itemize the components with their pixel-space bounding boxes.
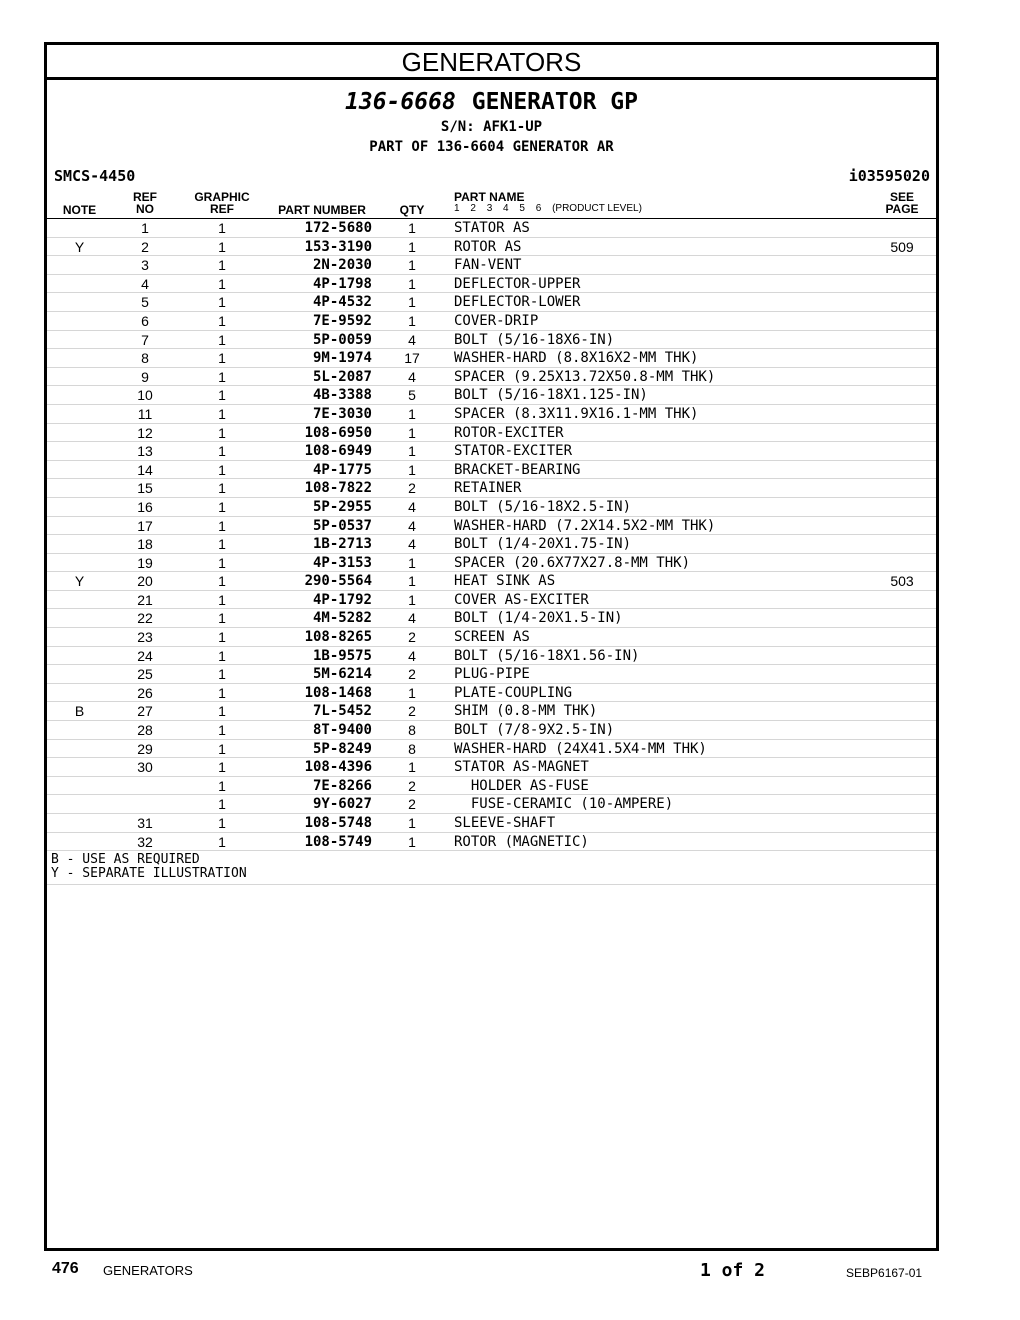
group-title xyxy=(47,89,936,115)
row-ref-no: 24 xyxy=(137,647,153,664)
row-ref-no: 11 xyxy=(137,405,153,422)
header-part-name: PART NAME xyxy=(454,190,525,204)
row-qty: 1 xyxy=(408,257,416,274)
row-graphic-ref: 1 xyxy=(218,536,226,553)
row-ref-no: 30 xyxy=(137,759,153,776)
row-ref-no: 18 xyxy=(137,536,153,553)
table-row xyxy=(47,349,936,368)
row-qty: 2 xyxy=(408,629,416,646)
row-graphic-ref: 1 xyxy=(218,740,226,757)
row-qty: 17 xyxy=(404,350,420,367)
row-ref-no: 29 xyxy=(137,740,153,757)
row-qty: 2 xyxy=(408,703,416,720)
row-qty: 1 xyxy=(408,275,416,292)
row-graphic-ref: 1 xyxy=(218,554,226,571)
row-qty: 1 xyxy=(408,443,416,460)
row-graphic-ref: 1 xyxy=(218,684,226,701)
row-part-number: 4P-4532 xyxy=(312,294,372,311)
row-part-name: SCREEN AS xyxy=(454,629,530,646)
row-graphic-ref: 1 xyxy=(218,257,226,274)
product-level-label: (PRODUCT LEVEL) xyxy=(552,203,642,214)
row-ref-no: 5 xyxy=(141,294,149,311)
table-row xyxy=(47,795,936,814)
row-ref-no: 3 xyxy=(141,257,149,274)
row-qty: 4 xyxy=(408,647,416,664)
table-row xyxy=(47,684,936,703)
row-part-number: 4P-1792 xyxy=(312,591,372,608)
part-of: PART OF 136-6604 GENERATOR AR xyxy=(369,139,614,155)
row-graphic-ref: 1 xyxy=(218,424,226,441)
row-part-name: BOLT (7/8-9X2.5-IN) xyxy=(454,722,615,739)
row-part-name: COVER AS-EXCITER xyxy=(454,591,589,608)
level-1: 1 xyxy=(454,203,460,214)
row-qty: 1 xyxy=(408,405,416,422)
row-part-name: BRACKET-BEARING xyxy=(454,461,581,478)
row-part-number: 5P-0537 xyxy=(312,517,372,534)
row-qty: 1 xyxy=(408,294,416,311)
row-qty: 2 xyxy=(408,777,416,794)
header-qty: QTY xyxy=(399,203,425,217)
row-graphic-ref: 1 xyxy=(218,647,226,664)
row-ref-no: 23 xyxy=(137,629,153,646)
table-row xyxy=(47,554,936,573)
row-ref-no: 27 xyxy=(137,703,153,720)
table-row xyxy=(47,386,936,405)
row-ref-no: 32 xyxy=(137,833,153,850)
table-row xyxy=(47,312,936,331)
table-row xyxy=(47,647,936,666)
row-qty: 4 xyxy=(408,536,416,553)
table-row xyxy=(47,424,936,443)
row-ref-no: 10 xyxy=(137,387,153,404)
row-qty: 4 xyxy=(408,610,416,627)
row-qty: 1 xyxy=(408,833,416,850)
header-part-number: PART NUMBER xyxy=(278,203,366,217)
header-see-line1: SEE xyxy=(889,190,914,204)
row-part-name: BOLT (5/16-18X1.56-IN) xyxy=(454,647,640,664)
row-part-name: DEFLECTOR-UPPER xyxy=(454,275,581,292)
table-row xyxy=(47,740,936,759)
illustration-id: i03595020 xyxy=(848,167,930,185)
row-part-name: FAN-VENT xyxy=(454,257,522,274)
table-row xyxy=(47,814,936,833)
row-part-number: 4B-3388 xyxy=(312,387,372,404)
row-graphic-ref: 1 xyxy=(218,387,226,404)
row-graphic-ref: 1 xyxy=(218,350,226,367)
table-row xyxy=(47,219,936,238)
row-qty: 2 xyxy=(408,666,416,683)
row-ref-no: 4 xyxy=(141,275,149,292)
row-graphic-ref: 1 xyxy=(218,610,226,627)
header-ref-line1: REF xyxy=(133,190,157,204)
row-ref-no: 25 xyxy=(137,666,153,683)
row-ref-no: 8 xyxy=(141,350,149,367)
level-5: 5 xyxy=(519,203,525,214)
group-part-number: 136-6668 xyxy=(345,89,456,115)
row-part-number: 9Y-6027 xyxy=(312,796,372,813)
row-part-number: 4P-1775 xyxy=(312,461,372,478)
table-row xyxy=(47,591,936,610)
row-part-name: STATOR AS-MAGNET xyxy=(454,759,589,776)
row-part-name: COVER-DRIP xyxy=(454,312,539,329)
table-row xyxy=(47,368,936,387)
row-qty: 1 xyxy=(408,238,416,255)
row-part-name: STATOR AS xyxy=(454,220,530,236)
row-qty: 2 xyxy=(408,480,416,497)
row-qty: 1 xyxy=(408,815,416,831)
footer-doc-id: SEBP6167-01 xyxy=(846,1266,923,1280)
table-row xyxy=(47,238,936,257)
row-ref-no: 1 xyxy=(141,220,149,236)
row-qty: 8 xyxy=(408,740,416,757)
table-row xyxy=(47,833,936,852)
level-6: 6 xyxy=(535,203,542,214)
row-graphic-ref: 1 xyxy=(218,777,226,794)
row-ref-no: 31 xyxy=(137,815,153,831)
row-part-name: PLUG-PIPE xyxy=(454,666,530,683)
row-graphic-ref: 1 xyxy=(218,815,226,831)
row-ref-no: 19 xyxy=(137,554,153,571)
row-qty: 4 xyxy=(408,331,416,348)
row-graphic-ref: 1 xyxy=(218,629,226,646)
header-see-page xyxy=(877,191,927,215)
table-row xyxy=(47,293,936,312)
row-part-number: 1B-9575 xyxy=(312,647,372,664)
row-part-number: 5L-2087 xyxy=(312,368,372,385)
row-part-number: 4P-3153 xyxy=(312,554,372,571)
row-ref-no: 2 xyxy=(141,238,149,255)
smcs-code: SMCS-4450 xyxy=(54,167,136,185)
row-part-name: WASHER-HARD (7.2X14.5X2-MM THK) xyxy=(454,517,716,534)
level-4: 4 xyxy=(503,203,509,214)
row-part-number: 108-4396 xyxy=(304,759,372,776)
row-part-number: 7E-9592 xyxy=(312,312,372,329)
group-name: GENERATOR GP xyxy=(471,89,638,115)
row-part-number: 7L-5452 xyxy=(312,703,372,720)
table-row xyxy=(47,498,936,517)
row-graphic-ref: 1 xyxy=(218,591,226,608)
header-graphic-line1: GRAPHIC xyxy=(194,190,250,204)
row-qty: 1 xyxy=(408,220,416,236)
row-qty: 1 xyxy=(408,684,416,701)
row-ref-no: 13 xyxy=(137,443,153,460)
row-qty: 5 xyxy=(408,387,416,404)
table-row xyxy=(47,461,936,480)
table-row xyxy=(47,628,936,647)
row-part-number: 172-5680 xyxy=(304,220,372,236)
row-part-number: 5P-2955 xyxy=(312,498,372,515)
row-qty: 1 xyxy=(408,312,416,329)
note-y: Y - SEPARATE ILLUSTRATION xyxy=(51,866,247,882)
row-ref-no: 22 xyxy=(137,610,153,627)
row-part-number: 5M-6214 xyxy=(312,666,372,683)
row-part-number: 153-3190 xyxy=(304,238,372,255)
row-qty: 1 xyxy=(408,759,416,776)
row-ref-no: 20 xyxy=(137,573,153,590)
row-part-number: 290-5564 xyxy=(304,573,372,590)
row-graphic-ref: 1 xyxy=(218,275,226,292)
row-graphic-ref: 1 xyxy=(218,312,226,329)
header-ref-no xyxy=(125,191,165,215)
row-qty: 1 xyxy=(408,461,416,478)
row-part-name: BOLT (5/16-18X1.125-IN) xyxy=(454,387,648,404)
row-graphic-ref: 1 xyxy=(218,220,226,236)
row-qty: 4 xyxy=(408,368,416,385)
row-ref-no: 15 xyxy=(137,480,153,497)
row-part-number: 9M-1974 xyxy=(312,350,372,367)
row-ref-no: 6 xyxy=(141,312,149,329)
table-row xyxy=(47,517,936,536)
row-part-name: SPACER (20.6X77X27.8-MM THK) xyxy=(454,554,691,571)
row-qty: 1 xyxy=(408,424,416,441)
row-ref-no: 7 xyxy=(141,331,149,348)
row-part-number: 108-6949 xyxy=(304,443,372,460)
row-graphic-ref: 1 xyxy=(218,759,226,776)
row-graphic-ref: 1 xyxy=(218,573,226,590)
row-part-name: ROTOR-EXCITER xyxy=(454,424,564,441)
row-note: Y xyxy=(74,573,85,590)
row-ref-no: 9 xyxy=(141,368,149,385)
row-part-number: 108-5749 xyxy=(304,833,372,850)
header-see-line2: PAGE xyxy=(885,202,919,216)
row-graphic-ref: 1 xyxy=(218,443,226,460)
table-row xyxy=(47,572,936,591)
row-graphic-ref: 1 xyxy=(218,368,226,385)
product-levels xyxy=(454,203,650,214)
footer-page-number: 476 xyxy=(52,1260,79,1277)
row-graphic-ref: 1 xyxy=(218,480,226,497)
row-part-name: SLEEVE-SHAFT xyxy=(454,815,556,831)
row-qty: 8 xyxy=(408,722,416,739)
header-ref-line2: NO xyxy=(136,202,154,216)
row-ref-no: 21 xyxy=(137,591,153,608)
table-row xyxy=(47,275,936,294)
row-ref-no: 12 xyxy=(137,424,153,441)
row-part-name: STATOR-EXCITER xyxy=(454,443,573,460)
row-part-number: 2N-2030 xyxy=(312,257,372,274)
footer-section: GENERATORS xyxy=(103,1263,193,1278)
row-graphic-ref: 1 xyxy=(218,294,226,311)
row-part-number: 108-7822 xyxy=(304,480,372,497)
row-graphic-ref: 1 xyxy=(218,331,226,348)
row-see-page: 509 xyxy=(890,238,914,255)
row-part-number: 7E-8266 xyxy=(312,777,372,794)
row-part-name: HOLDER AS-FUSE xyxy=(454,777,589,794)
table-row xyxy=(47,702,936,721)
row-qty: 2 xyxy=(408,796,416,813)
row-graphic-ref: 1 xyxy=(218,461,226,478)
row-part-name: RETAINER xyxy=(454,480,522,497)
table-row xyxy=(47,256,936,275)
row-qty: 1 xyxy=(408,554,416,571)
header-graphic-ref xyxy=(187,191,257,215)
table-row xyxy=(47,721,936,740)
row-ref-no: 16 xyxy=(137,498,153,515)
row-graphic-ref: 1 xyxy=(218,405,226,422)
footer-page-of: 1 of 2 xyxy=(700,1260,766,1281)
row-graphic-ref: 1 xyxy=(218,498,226,515)
row-part-number: 5P-8249 xyxy=(312,740,372,757)
parts-table xyxy=(47,219,936,885)
level-3: 3 xyxy=(486,203,493,214)
row-part-name: SHIM (0.8-MM THK) xyxy=(454,703,598,720)
row-part-name: PLATE-COUPLING xyxy=(454,684,573,701)
row-part-name: HEAT SINK AS xyxy=(454,573,556,590)
serial-number: S/N: AFK1-UP xyxy=(440,119,543,135)
row-part-name: BOLT (5/16-18X2.5-IN) xyxy=(454,498,632,515)
row-graphic-ref: 1 xyxy=(218,796,226,813)
table-row xyxy=(47,535,936,554)
row-see-page: 503 xyxy=(890,573,914,590)
row-part-name: WASHER-HARD (24X41.5X4-MM THK) xyxy=(454,740,707,757)
row-graphic-ref: 1 xyxy=(218,703,226,720)
row-part-name: BOLT (1/4-20X1.75-IN) xyxy=(454,536,632,553)
row-qty: 1 xyxy=(408,591,416,608)
row-graphic-ref: 1 xyxy=(218,517,226,534)
row-part-number: 5P-0059 xyxy=(312,331,372,348)
row-part-name: BOLT (5/16-18X6-IN) xyxy=(454,331,615,348)
row-note: B xyxy=(74,703,85,720)
row-ref-no: 28 xyxy=(137,722,153,739)
row-graphic-ref: 1 xyxy=(218,238,226,255)
section-title: GENERATORS xyxy=(47,45,936,80)
row-part-name: SPACER (9.25X13.72X50.8-MM THK) xyxy=(454,368,716,385)
row-graphic-ref: 1 xyxy=(218,833,226,850)
row-part-number: 1B-2713 xyxy=(312,536,372,553)
parts-frame xyxy=(44,42,939,1251)
table-row xyxy=(47,442,936,461)
row-note: Y xyxy=(74,238,85,255)
row-part-name: WASHER-HARD (8.8X16X2-MM THK) xyxy=(454,350,699,367)
row-part-number: 108-6950 xyxy=(304,424,372,441)
row-part-name: ROTOR (MAGNETIC) xyxy=(454,833,589,850)
row-qty: 1 xyxy=(408,573,416,590)
notes-legend xyxy=(47,851,936,885)
table-row xyxy=(47,479,936,498)
row-part-number: 7E-3030 xyxy=(312,405,372,422)
row-ref-no: 14 xyxy=(137,461,153,478)
row-part-number: 4P-1798 xyxy=(312,275,372,292)
note-b: B - USE AS REQUIRED xyxy=(51,852,200,868)
header-note: NOTE xyxy=(62,203,97,217)
row-part-number: 108-1468 xyxy=(304,684,372,701)
row-ref-no: 26 xyxy=(137,684,153,701)
row-part-number: 108-8265 xyxy=(304,629,372,646)
table-row xyxy=(47,777,936,796)
header-graphic-line2: REF xyxy=(210,202,234,216)
row-part-name: FUSE-CERAMIC (10-AMPERE) xyxy=(454,796,674,813)
row-qty: 4 xyxy=(408,498,416,515)
row-part-name: SPACER (8.3X11.9X16.1-MM THK) xyxy=(454,405,699,422)
row-part-number: 8T-9400 xyxy=(312,722,372,739)
table-row xyxy=(47,405,936,424)
row-graphic-ref: 1 xyxy=(218,722,226,739)
row-part-name: ROTOR AS xyxy=(454,238,522,255)
row-ref-no: 17 xyxy=(137,517,153,534)
table-row xyxy=(47,331,936,350)
row-qty: 4 xyxy=(408,517,416,534)
table-row xyxy=(47,609,936,628)
row-part-name: BOLT (1/4-20X1.5-IN) xyxy=(454,610,623,627)
row-part-number: 4M-5282 xyxy=(312,610,372,627)
table-row xyxy=(47,665,936,684)
table-row xyxy=(47,758,936,777)
row-part-name: DEFLECTOR-LOWER xyxy=(454,294,581,311)
level-2: 2 xyxy=(470,203,476,214)
row-graphic-ref: 1 xyxy=(218,666,226,683)
row-part-number: 108-5748 xyxy=(304,815,372,831)
